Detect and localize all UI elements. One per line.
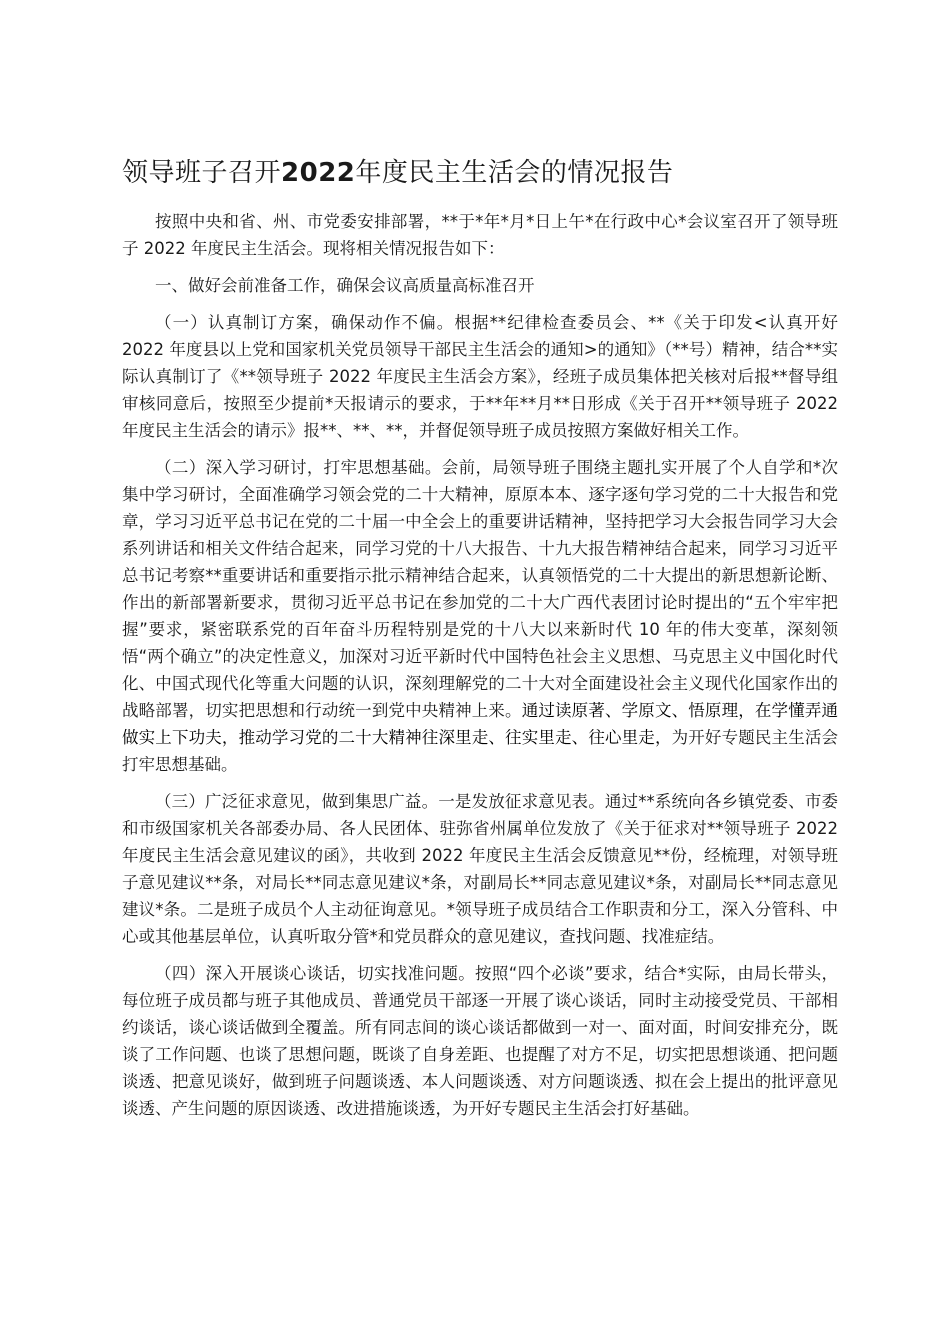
paragraph-opinions: （三）广泛征求意见，做到集思广益。一是发放征求意见表。通过**系统向各乡镇党委、市委和市级国家机关各部委办局、各人民团体、驻弥省州属单位发放了《关于征求对**领导班子 2022 年度民主生活会意见建议的函》，共收到 2022 年度民主生活会反馈意见**份，经梳理，对领导班子意见建议**条，对局长**同志意见建议*条，对副局长**同志意见建议*条，对副局长**同志意见建议*条。二是班子成员个人主动征询意见。*领导班子成员结合工作职责和分工，深入分管科、中心或其他基层单位，认真听取分管*和党员群众的意见建议，查找问题、找准症结。 <box>122 792 838 946</box>
section-heading-1: 一、做好会前准备工作，确保会议高质量高标准召开 <box>155 276 535 295</box>
paragraph-study <box>122 454 838 778</box>
document-page <box>122 148 838 1132</box>
paragraph-talks: （四）深入开展谈心谈话，切实找准问题。按照“四个必谈”要求，结合*实际，由局长带头，每位班子成员都与班子其他成员、普通党员干部逐一开展了谈心谈话，同时主动接受党员、干部相约谈话，谈心谈话做到全覆盖。所有同志间的谈心谈话都做到一对一、面对面，时间安排充分，既谈了工作问题、也谈了思想问题，既谈了自身差距、也提醒了对方不足，切实把思想谈通、把问题谈透、把意见谈好，做到班子问题谈透、本人问题谈透、对方问题谈透、拟在会上提出的批评意见谈透、产生问题的原因谈透、改进措施谈透，为开好专题民主生活会打好基础。 <box>122 964 838 1118</box>
intro-paragraph: 按照中央和省、州、市党委安排部署，**于*年*月*日上午*在行政中心*会议室召开了领导班子 2022 年度民主生活会。现将相关情况报告如下： <box>122 212 838 258</box>
title-prefix: 领导班子召开 <box>122 158 282 188</box>
title-suffix: 年度民主生活会的情况报告 <box>355 158 674 188</box>
document-title <box>122 148 838 198</box>
study-main-text: （二）深入学习研讨，打牢思想基础。会前，局领导班子围绕主题扎实开展了个人自学和*次集中学习研讨，全面准确学习领会党的二十大精神，原原本本、逐字逐句学习党的二十大报告和党章，学习习近平总书记在党的二十届一中全会上的重要讲话精神，坚持把学习大会报告同学习大会系列讲话和相关文件结合起来，同学习党的十八大报告、十九大报告精神结合起来，同学习习近平总书记考察**重要讲话和重要指示批示精神结合起来，认真领悟党的二十大提出的新思想新论断、作出的新部署新要求，贯彻习近平总书记在参加党的二十大广西代表团讨论时提出的“五个牢牢把握”要求，紧密联系党的百年奋斗历程特别是党的十八大以来新时代 10 年的伟大变革，深刻领悟“两个确立”的决定性意义，加深对习近平新时代中国特色社会主义思想、马克思主义中国化时代化、中国式现代化等重大问题的认识，深刻理解党的二十大对全面建设社会主义现代化国家作出的战略部署，切实把思想和行动统一到党中央精神上来。 <box>122 458 838 720</box>
paragraph-plan: （一）认真制订方案，确保动作不偏。根据**纪律检查委员会、**《关于印发<认真开好 2022 年度县以上党和国家机关党员领导干部民主生活会的通知>的通知》（**号）精神，结合**实际认真制订了《**领导班子 2022 年度民主生活会方案》，经班子成员集体把关核对后报**督导组审核同意后，按照至少提前*天报请示的要求，于**年**月**日形成《关于召开**领导班子 2022 年度民主生活会的请示》报**、**、**，并督促领导班子成员按照方案做好相关工作。 <box>122 313 838 440</box>
study-emphasis-text: 通过读原著、学原文、悟原理，在学懂弄通做实上下功夫，推动学习党的二十大精神往深里走、往实里走、往心里走， <box>122 701 839 747</box>
title-year: 2022 <box>281 158 356 188</box>
study-tail-text: 为开好专题民主生活会打牢思想基础。 <box>122 728 839 774</box>
